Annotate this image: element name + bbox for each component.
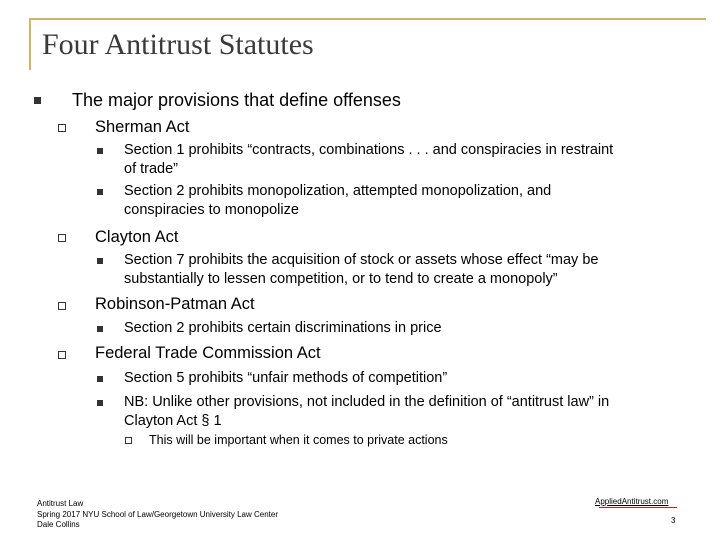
main-point: The major provisions that define offenses xyxy=(72,90,401,110)
sherman-point-1-line-1: Section 1 prohibits “contracts, combinations . . . and conspiracies in restraint xyxy=(124,142,614,158)
section-heading-clayton: Clayton Act xyxy=(95,228,179,246)
clayton-point-1-line-2: substantially to lessen competition, or to tend to create a monopoly” xyxy=(124,271,558,287)
clayton-point-1-line-1: Section 7 prohibits the acquisition of stock or assets whose effect “may be xyxy=(124,252,599,268)
section-heading-ftc: Federal Trade Commission Act xyxy=(95,344,321,362)
footer-website-link[interactable]: AppliedAntitrust.com xyxy=(595,497,669,506)
footer-link-rule xyxy=(599,507,677,508)
hollow-square-bullet-icon xyxy=(58,302,66,310)
title-rule-horizontal xyxy=(29,18,706,20)
sherman-point-2-line-1: Section 2 prohibits monopolization, attempted monopolization, and xyxy=(124,183,552,199)
hollow-square-bullet-icon xyxy=(58,351,66,359)
ftc-subpoint: This will be important when it comes to private actions xyxy=(149,433,448,447)
sherman-point-1-line-2: of trade” xyxy=(124,161,178,177)
square-bullet-icon xyxy=(97,189,103,195)
footer-author: Dale Collins xyxy=(37,520,80,529)
slide-title: Four Antitrust Statutes xyxy=(42,28,314,61)
robinson-patman-point-1: Section 2 prohibits certain discriminations in price xyxy=(124,320,442,336)
ftc-point-2-line-1: NB: Unlike other provisions, not included in the definition of “antitrust law” in xyxy=(124,394,610,410)
square-bullet-icon xyxy=(97,400,103,406)
sherman-point-2-line-2: conspiracies to monopolize xyxy=(124,202,299,218)
hollow-square-bullet-icon xyxy=(58,234,66,242)
square-bullet-icon xyxy=(97,148,103,154)
square-bullet-icon xyxy=(97,258,103,264)
footer-term-school: Spring 2017 NYU School of Law/Georgetown University Law Center xyxy=(37,509,279,519)
footer-credits xyxy=(37,499,278,531)
square-bullet-icon xyxy=(97,326,103,332)
hollow-square-bullet-icon xyxy=(58,124,66,132)
ftc-point-2-line-2: Clayton Act § 1 xyxy=(124,413,222,429)
title-rule-vertical xyxy=(29,18,31,70)
footer-course: Antitrust Law xyxy=(37,499,84,508)
ftc-point-1: Section 5 prohibits “unfair methods of competition” xyxy=(124,370,448,386)
page-number: 3 xyxy=(671,516,676,525)
hollow-square-bullet-icon xyxy=(125,437,132,444)
section-heading-sherman: Sherman Act xyxy=(95,118,190,136)
square-bullet-icon xyxy=(97,376,103,382)
square-bullet-icon xyxy=(34,97,41,104)
section-heading-robinson-patman: Robinson-Patman Act xyxy=(95,295,255,313)
